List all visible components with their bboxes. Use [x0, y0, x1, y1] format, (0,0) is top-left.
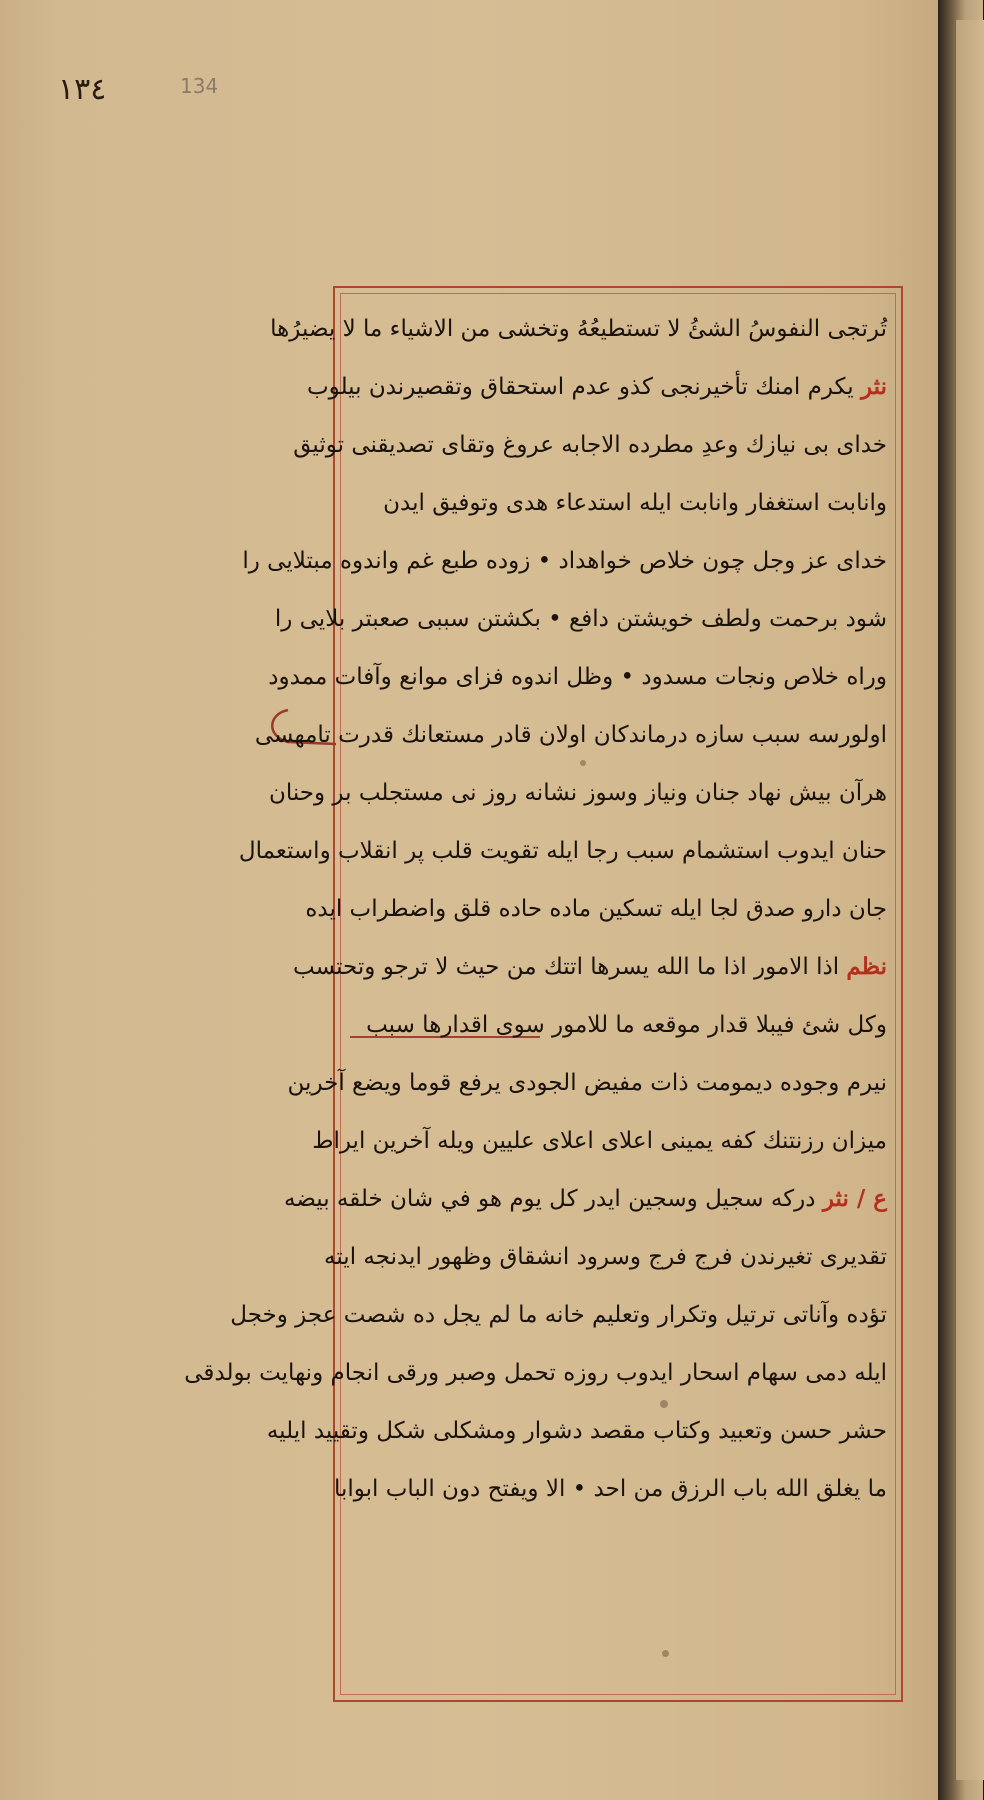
line-text: نيرم وجوده ديمومت ذات مفيض الجودى يرفع قوما ويضع آخرين	[287, 1070, 887, 1096]
text-line	[305, 880, 893, 938]
line-text: يكرم امنك تأخيرنجى كذو عدم استحقاق وتقصيرندن بيلوب	[307, 374, 854, 400]
line-text: حشر حسن وتعبيد وكتاب مقصد دشوار ومشكلى شكل وتقييد ايليه	[266, 1418, 887, 1444]
rubric-marker: نظم	[846, 953, 887, 980]
text-line	[312, 1112, 893, 1170]
line-text: اذا الامور اذا ما الله يسرها اتتك من حيث لا ترجو وتحتسب	[293, 954, 840, 980]
text-line	[293, 416, 893, 474]
line-text: حنان ايدوب استشمام سبب رجا ايله تقويت قلب پر انقلاب واستعمال	[238, 838, 887, 864]
line-text: خداى عز وجل چون خلاص خواهداد • زوده طبع غم واندوه مبتلايى را	[242, 548, 887, 574]
line-text: شود برحمت ولطف خويشتن دافع • بكشتن سببى صعبتر بلايى را	[274, 606, 887, 632]
rubric-marker: ع / نثر	[822, 1185, 887, 1212]
text-line	[345, 474, 893, 532]
text-line	[184, 1344, 893, 1402]
line-text: اولورسه سبب سازه درماندكان اولان قادر مستعانك قدرت تامهسى	[254, 722, 887, 748]
line-text: وراه خلاص ونجات مسدود • وظل اندوه فزاى موانع وآفات ممدود	[268, 664, 887, 690]
line-text: وكل شئ فيبلا قدار موقعه ما للامور سوى اقدارها سبب	[366, 1012, 887, 1038]
rubric-marker: نثر	[860, 373, 887, 400]
text-line	[270, 300, 893, 358]
text-line	[284, 1170, 893, 1228]
text-line	[254, 706, 893, 764]
text-line	[242, 532, 893, 590]
text-line	[268, 648, 893, 706]
text-line	[238, 822, 893, 880]
line-text: دركه سجيل وسجين ايدر كل يوم هو في شان خلقه بيضه	[284, 1186, 816, 1212]
text-line	[268, 764, 893, 822]
line-text: هرآن بيش نهاد جنان ونياز وسوز نشانه روز نى مستجلب بر وحنان	[268, 780, 887, 806]
line-text: تؤده وآناتى ترتيل وتكرار وتعليم خانه ما لم يجل ده شصت عجز وخجل	[230, 1302, 887, 1328]
text-line	[293, 938, 893, 996]
line-text: وانابت استغفار وانابت ايله استدعاء هدى وتوفيق ايدن	[383, 490, 887, 516]
next-page-edge	[955, 20, 984, 1780]
text-line	[324, 1228, 893, 1286]
text-line	[307, 358, 893, 416]
line-text: خداى بى نيازك وعدِ مطرده الاجابه عروغ وتقاى تصديقنى توثيق	[293, 432, 887, 458]
text-line	[230, 1286, 893, 1344]
line-text: ميزان رزنتنك كفه يمينى اعلاى اعلاى عليين ويله آخرين ايراط	[312, 1128, 887, 1154]
text-line	[266, 1402, 893, 1460]
folio-pencil-number: 134	[180, 74, 219, 98]
text-line	[333, 1460, 893, 1518]
line-text: ايله دمى سهام اسحار ايدوب روزه تحمل وصبر ورقى انجام ونهايت بولدقى	[184, 1360, 887, 1386]
folio-number: ١٣٤	[58, 72, 107, 107]
text-line	[287, 1054, 893, 1112]
line-text: تقديرى تغيرندن فرج فرج وسرود انشقاق وظهور ايدنجه ايته	[324, 1244, 887, 1270]
manuscript-text	[184, 300, 893, 1695]
text-line	[345, 996, 893, 1054]
line-text: ما يغلق الله باب الرزق من احد • الا ويفتح دون الباب ابوابا	[333, 1476, 887, 1502]
line-text: تُرتجى النفوسُ الشئُ لا تستطيعُهُ وتخشى من الاشياء ما لا يضيرُها	[270, 316, 887, 342]
text-line	[274, 590, 893, 648]
line-text: جان دارو صدق لجا ايله تسكين ماده حاده قلق واضطراب ايده	[305, 896, 887, 922]
